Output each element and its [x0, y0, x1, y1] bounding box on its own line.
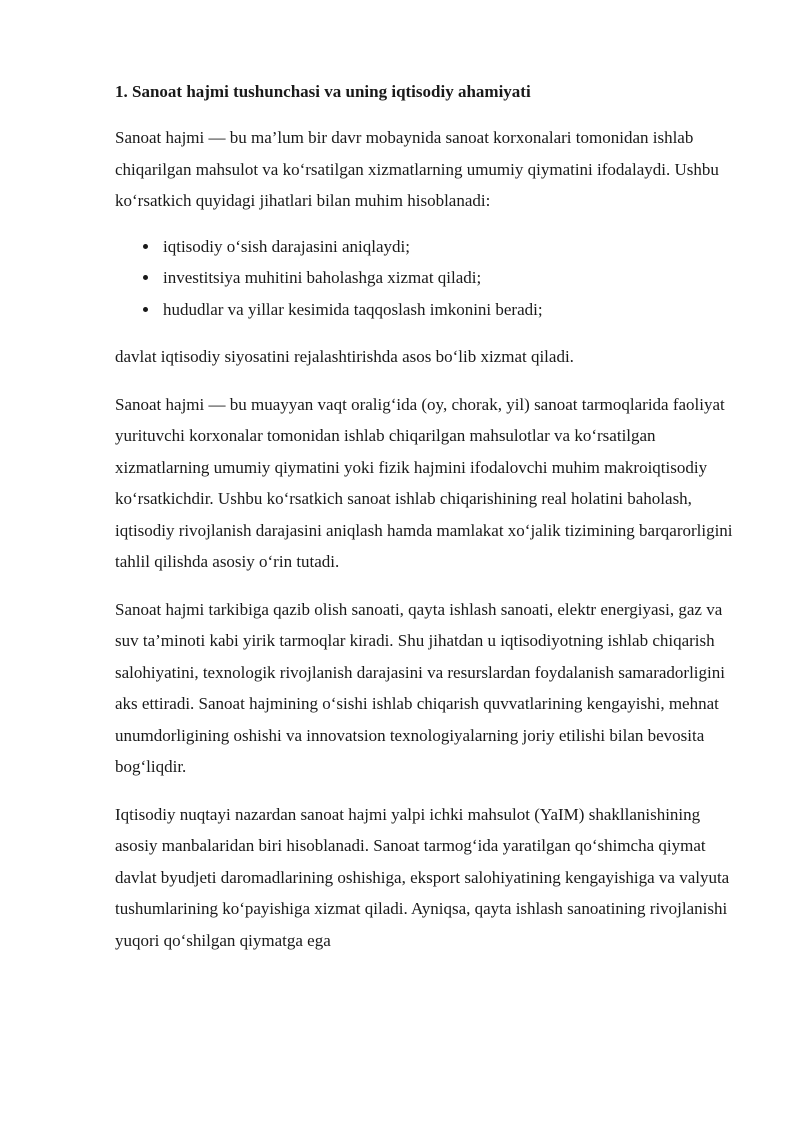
body-paragraph: Sanoat hajmi — bu muayyan vaqt oralig‘ida (oy, chorak, yil) sanoat tarmoqlarida faoliyat yurituvchi korxonalar tomonidan ishlab chiqarilgan mahsulotlar va ko‘rsatilgan xizmatlarning umumiy qiymatini yoki fizik hajmini ifodalovchi muhim makroiqtisodiy ko‘rsatkichdir. Ushbu ko‘rsatkich sanoat ishlab chiqarishining real holatini baholash, iqtisodiy rivojlanish darajasini aniqlash hamda mamlakat xo‘jalik tizimining barqarorligini tahlil qilishda asosiy o‘rin tutadi. [115, 394, 733, 571]
list-item-text: hududlar va yillar kesimida taqqoslash imkonini beradi; [163, 299, 543, 319]
intro-paragraph: Sanoat hajmi — bu ma’lum bir davr mobaynida sanoat korxonalari tomonidan ishlab chiqarilgan mahsulot va ko‘rsatilgan xizmatlarning umumiy qiymatini ifodalaydi. Ushbu ko‘rsatkich quyidagi jihatlari bilan muhim hisoblanadi: [115, 128, 719, 210]
section-heading: 1. Sanoat hajmi tushunchasi va uning iqtisodiy ahamiyati [115, 82, 531, 101]
after-bullets-paragraph: davlat iqtisodiy siyosatini rejalashtirishda asos bo‘lib xizmat qiladi. [115, 347, 574, 366]
list-item-text: iqtisodiy o‘sish darajasini aniqlaydi; [163, 236, 410, 256]
list-item [143, 262, 745, 294]
list-item [143, 231, 745, 263]
bullet-icon [143, 244, 148, 249]
bullet-icon [143, 275, 148, 280]
body-paragraph: Iqtisodiy nuqtayi nazardan sanoat hajmi yalpi ichki mahsulot (YaIM) shakllanishining asosiy manbalaridan biri hisoblanadi. Sanoat tarmog‘ida yaratilgan qo‘shimcha qiymat davlat byudjeti daromadlarining oshishiga, eksport salohiyatining kengayishiga va valyuta tushumlarining ko‘payishiga xizmat qiladi. Ayniqsa, qayta ishlash sanoatining rivojlanishi yuqori qo‘shilgan qiymatga ega [115, 804, 730, 950]
document-page [115, 70, 745, 956]
list-item-text: investitsiya muhitini baholashga xizmat qiladi; [163, 268, 482, 287]
list-item [143, 294, 745, 326]
body-paragraph: Sanoat hajmi tarkibiga qazib olish sanoati, qayta ishlash sanoati, elektr energiyasi, gaz va suv ta’minoti kabi yirik tarmoqlar kiradi. Shu jihatdan u iqtisodiyotning ishlab chiqarish salohiyatini, texnologik rivojlanish darajasini va resurslardan foydalanish samaradorligini aks ettiradi. Sanoat hajmining o‘sishi ishlab chiqarish quvvatlarining kengayishi, mehnat unumdorligining oshishi va innovatsion texnologiyalarning joriy etilishi bilan bevosita bog‘liqdir. [115, 599, 725, 776]
bullet-list [115, 231, 745, 326]
bullet-icon [143, 307, 148, 312]
